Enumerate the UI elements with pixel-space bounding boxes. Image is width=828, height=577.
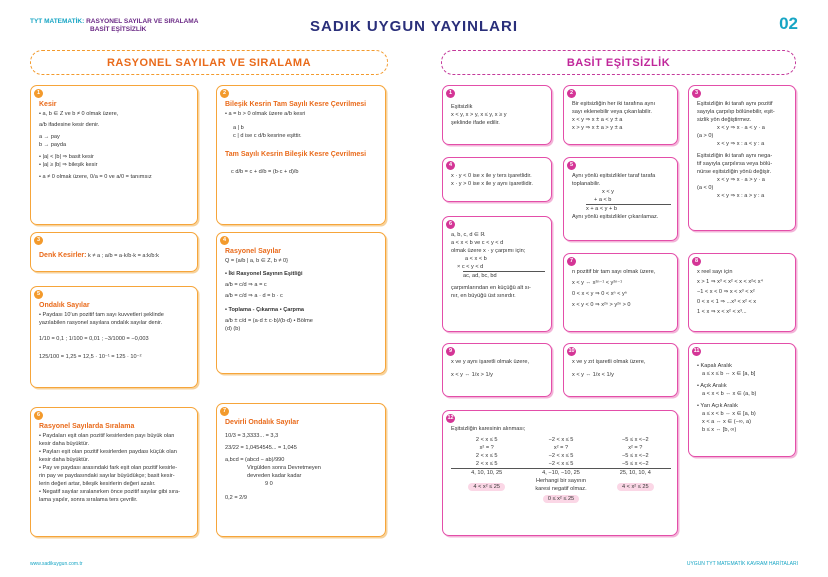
card-line: 0 < x < 1 ⇒ ...x³ < x² < x (697, 299, 757, 305)
card-line: • a ≠ 0 olmak üzere, 0/a = 0 ve a/0 = tanımsız (39, 174, 152, 180)
card-carpim-aralik (442, 216, 552, 332)
card-line: • a = b > 0 olmak üzere a/b kesri (225, 111, 306, 117)
card-number: 5 (567, 161, 576, 170)
card-number: 3 (34, 236, 43, 245)
card-number: 6 (34, 411, 43, 420)
card-us-kuvvet (563, 253, 678, 332)
card-line: −2 < x ≤ 5 (548, 437, 574, 443)
card-devirli-ondalik (216, 403, 386, 537)
card-kesir (30, 85, 198, 225)
card-line: Eşitsizliğin karesinin alınması; (451, 426, 526, 432)
card-esitsizlik (442, 85, 552, 145)
card-subtitle: Tam Sayılı Kesrin Bileşik Kesre Çevrilmesi (225, 151, 367, 158)
card-line: −1 < x < 0 ⇒ x < x³ < x² (697, 289, 755, 295)
card-line: x² = ? (479, 445, 494, 451)
card-line: (a > 0) (697, 133, 714, 139)
card-rasyonel-sayilar (216, 232, 386, 374)
card-line: 2 < x ≤ 5 (475, 461, 498, 467)
card-line: çarpımlarından en küçüğü alt sı- (451, 285, 531, 291)
card-kare-alma (442, 410, 678, 536)
card-line: −2 < x ≤ 5 (548, 461, 574, 467)
card-line: x < y ⇔ 1/x > 1/y (451, 372, 493, 378)
card-number: 9 (446, 347, 455, 356)
card-reel-sayi (688, 253, 796, 332)
card-number: 8 (692, 257, 701, 266)
card-line: • Kapalı Aralık (697, 363, 732, 369)
card-toplama-cikarma (563, 85, 678, 145)
card-line: 125/100 = 1,25 = 12,5 · 10⁻¹ = 125 · 10⁻² (39, 354, 142, 360)
card-rasyonel-siralama (30, 407, 198, 537)
card-line: x + a < y + b (586, 204, 671, 213)
section-banner-inequality: BASİT EŞİTSİZLİK (441, 50, 796, 75)
card-line: Virgülden sonra Devretmeyen (247, 465, 321, 471)
card-line: c | d ise c d/b kesrine eşittir. (233, 133, 302, 139)
page-title: SADIK UYGUN YAYINLARI (310, 18, 518, 35)
card-line: a/b = c/d ⇒ a · d = b · c (225, 293, 283, 299)
card-line: x > y ⇒ x ± a > y ± a (572, 125, 623, 131)
card-title: Devirli Ondalık Sayılar (225, 419, 299, 426)
card-line: • |a| ≥ |b| ⇒ bileşik kesir (39, 162, 98, 168)
card-line: x > 1 ⇒ x³ < x² < x < x²< x⁴ (697, 279, 763, 285)
card-line: • İki Rasyonel Sayının Eşitliği (225, 271, 303, 277)
card-line: nürse eşitsizliğin yönü değişir. (697, 169, 771, 175)
card-line: 1 < x ⇒ x < x² < x³... (697, 309, 747, 315)
card-line: x ve y zıt işaretli olmak üzere, (572, 359, 646, 365)
card-line: 25, 10, 10, 4 (600, 468, 671, 477)
card-line: Eşitsizlik (451, 104, 473, 110)
card-line: x² = ? (553, 445, 569, 451)
card-title: Rasyonel Sayılarda Sıralama (39, 423, 135, 430)
card-isaret (442, 157, 552, 202)
card-line: a < x < b ⇔ x ∈ (a, b) (702, 391, 757, 397)
card-line: a/b = c/d ⇒ a = c (225, 282, 267, 288)
card-line: 10/3 = 3,3333... = 3,3 (225, 433, 279, 439)
card-line: x · y < 0 ise x ile y ters işaretlidir. (451, 173, 532, 179)
card-line: Bir eşitsizliğin her iki tarafına aynı (572, 101, 656, 107)
card-line: x < y ⇔ 1/x < 1/y (572, 372, 614, 378)
card-line: a < x < b (465, 256, 487, 262)
card-araliklar (688, 343, 796, 457)
card-number: 4 (446, 161, 455, 170)
card-line: • Paydaları eşit olan pozitif kesirlerden payı büyük olan (39, 433, 175, 439)
card-line: x < y ⇒ x : a < y : a (717, 141, 765, 147)
card-line: × c < y < d (457, 264, 484, 270)
card-line: Q = {a/b | a, b ∈ Z, b ≠ 0} (225, 258, 289, 264)
card-ayni-isaret-ters (442, 343, 552, 397)
card-line: a,bcd = (abcd − ab)/990 (225, 457, 285, 463)
card-line: • a, b ∈ Z ve b ≠ 0 olmak üzere, (39, 111, 119, 117)
card-line: • |a| < |b| ⇒ basit kesir (39, 154, 94, 160)
header-tag: TYT MATEMATİK: (30, 18, 85, 25)
card-line: n pozitif bir tam sayı olmak üzere, (572, 269, 656, 275)
card-line: • Pay ve paydası arasındaki fark eşit olan pozitif kesirle- (39, 465, 178, 471)
card-line: a | b (233, 125, 244, 131)
card-line: yazılabilen rasyonel sayılara ondalık sayılar denir. (39, 320, 163, 326)
card-line: −5 ≤ x <−2 (622, 453, 649, 459)
card-line: Eşitsizliğin iki tarafı aynı pozitif (697, 101, 773, 107)
card-line: • Paydası 10'un pozitif tam sayı kuvvetleri şeklinde (39, 312, 164, 318)
card-line: lama yapılır, sonra sıralama ters çevrilir. (39, 497, 138, 503)
card-number: 3 (692, 89, 701, 98)
card-line: x² = ? (628, 445, 643, 451)
card-line: 23/22 = 1,0454545... = 1,045 (225, 445, 297, 451)
card-line: x < y (602, 189, 614, 195)
card-line: olmak üzere x · y çarpımı için; (451, 248, 526, 254)
card-number: 7 (567, 257, 576, 266)
card-denk-kesirler (30, 232, 198, 272)
card-line: sayıyla çarpılıp bölünebilir, eşit- (697, 109, 775, 115)
card-taraf-tarafa (563, 157, 678, 241)
result-highlight: 4 < x² ≤ 25 (617, 483, 654, 491)
card-line: a ≤ x ≤ b ⇔ x ∈ [a, b] (702, 371, 756, 377)
card-line: x < y ⇔ x²ⁿ⁻¹ < y²ⁿ⁻¹ (572, 280, 623, 286)
card-line: −5 ≤ x <−2 (622, 437, 649, 443)
card-line: rin pay ve paydasındaki sayılar büyüdükçe; basit kesir- (39, 473, 175, 479)
card-number: 10 (568, 348, 575, 354)
card-line: k ≠ a ; a/b = a·k/b·k = a:k/b:k (88, 253, 159, 259)
card-line: x < y ⇒ x : a > y : a (717, 193, 765, 199)
card-line: toplanabilir. (572, 181, 601, 187)
card-line: • Payları eşit olan pozitif kesirlerden paydası küçük olan (39, 449, 177, 455)
card-number: 1 (446, 89, 455, 98)
card-bilesik-kesir (216, 85, 386, 225)
card-line: • Yarı Açık Aralık (697, 403, 738, 409)
card-line: Herhangi bir sayının (535, 478, 587, 484)
result-highlight: 0 ≤ x² ≤ 25 (543, 495, 579, 503)
square-example-1 (451, 436, 522, 503)
card-line: (d) (b) (225, 326, 241, 332)
card-line: x < y < 0 ⇒ x²ⁿ > y²ⁿ > 0 (572, 302, 631, 308)
card-line: 9 0 (265, 481, 273, 487)
card-line: şeklinde ifade edilir. (451, 120, 500, 126)
card-title: Denk Kesirler: (39, 252, 87, 259)
card-carpma-bolme (688, 85, 796, 231)
card-line: 2 < x ≤ 5 (475, 437, 498, 443)
card-line: x < y, x > y, x ≤ y, x ≥ y (451, 112, 507, 118)
card-line: Eşitsizliğin iki tarafı aynı nega- (697, 153, 773, 159)
card-line: lerin değeri artar, bileşik kesirlerin değeri azalır. (39, 481, 156, 487)
card-line: nır, en büyüğü üst sınırdır. (451, 293, 516, 299)
card-line: Aynı yönlü eşitsizlikler çıkarılamaz. (572, 214, 659, 220)
card-line: 2 < x ≤ 5 (475, 453, 498, 459)
card-line: tif sayıyla çarpılırsa veya bölü- (697, 161, 773, 167)
result-highlight: 4 < x² ≤ 25 (468, 483, 505, 491)
card-number: 12 (447, 415, 454, 421)
card-line: b ≤ x ⇔ [b, ∞) (702, 427, 737, 433)
card-line: x < y ⇒ x · a < y · a (717, 125, 765, 131)
card-line: 4, 10, 10, 25 (451, 468, 522, 477)
card-line: a/b ± c/d = (a·d ± c·b)/(b·d) • Bölme (225, 318, 313, 324)
card-line: x < y ⇒ x ± a < y ± a (572, 117, 623, 123)
card-line: • Negatif sayılar sıralanırken önce pozitif sayılar gibi sıra- (39, 489, 180, 495)
card-line: x reel sayı için (697, 269, 733, 275)
card-line: 0,2 = 2/9 (225, 495, 247, 501)
card-line: sayı eklenebilir veya çıkarılabilir. (572, 109, 652, 115)
card-number: 2 (567, 89, 576, 98)
card-number: 1 (34, 89, 43, 98)
header-topic-line1: RASYONEL SAYILAR VE SIRALAMA (86, 18, 199, 25)
card-title: Bileşik Kesrin Tam Sayılı Kesre Çevrilmesi (225, 101, 367, 108)
card-line: c d/b = c + d/b = (b·c + d)/b (231, 169, 299, 175)
card-zit-isaret-ters (563, 343, 678, 397)
card-line: • Toplama - Çıkarma • Çarpma (225, 307, 305, 313)
page-number: 02 (779, 14, 798, 33)
card-line: kesir daha büyüktür. (39, 457, 90, 463)
card-line: a/b ifadesine kesir denir. (39, 122, 100, 128)
card-title: Kesir (39, 101, 57, 108)
card-number: 4 (220, 236, 229, 245)
card-line: • Açık Aralık (697, 383, 727, 389)
card-line: a < x < b ve c < y < d (451, 240, 504, 246)
card-line: sizlik yön değiştirmez. (697, 117, 752, 123)
card-line: a, b, c, d ∈ ℝ (451, 232, 485, 238)
footer-series-name: UYGUN TYT MATEMATİK KAVRAM HARİTALARI (686, 561, 798, 567)
square-example-3 (600, 436, 671, 503)
section-banner-rational: RASYONEL SAYILAR VE SIRALAMA (30, 50, 388, 75)
card-line: kesir daha büyüktür. (39, 441, 90, 447)
card-line: −5 ≤ x <−2 (622, 461, 649, 467)
card-number: 5 (34, 290, 43, 299)
card-line: 4, −10, −10, 25 (522, 468, 599, 477)
card-line: a ≤ x < b ⇔ x ∈ [a, b) (702, 411, 756, 417)
card-line: x < y ⇒ x · a > y · a (717, 177, 765, 183)
card-line: (a < 0) (697, 185, 714, 191)
card-line: x · y > 0 ise x ile y aynı işaretlidir. (451, 181, 533, 187)
square-example-2 (522, 436, 599, 503)
card-line: b → payda (39, 142, 67, 148)
card-title: Ondalık Sayılar (39, 302, 90, 309)
card-line: devreden kadar kadar (247, 473, 302, 479)
card-ondalik-sayilar (30, 286, 198, 388)
card-line: x ve y aynı işaretli olmak üzere, (451, 359, 530, 365)
card-number: 6 (446, 220, 455, 229)
card-number: 11 (693, 348, 700, 354)
card-title: Rasyonel Sayılar (225, 248, 282, 255)
card-line: x < a ⇔ x ∈ (−∞, a) (702, 419, 751, 425)
card-number: 7 (220, 407, 229, 416)
card-line: a → pay (39, 134, 60, 140)
card-number: 2 (220, 89, 229, 98)
header-topic-line2: BASİT EŞİTSİZLİK (90, 26, 147, 33)
card-line: Aynı yönlü eşitsizlikler taraf tarafa (572, 173, 656, 179)
card-line: karesi negatif olmaz. (535, 486, 587, 492)
card-line: 0 < x < y ⇒ 0 < xⁿ < yⁿ (572, 291, 627, 297)
footer-website-link[interactable]: www.sadikuygun.com.tr (30, 561, 83, 567)
card-line: + a < b (594, 197, 612, 203)
card-line: ac, ad, bc, bd (463, 271, 545, 280)
card-line: −2 < x ≤ 5 (548, 453, 574, 459)
card-line: 1/10 = 0,1 ; 1/100 = 0,01 ; −3/1000 = −0,003 (39, 336, 149, 342)
